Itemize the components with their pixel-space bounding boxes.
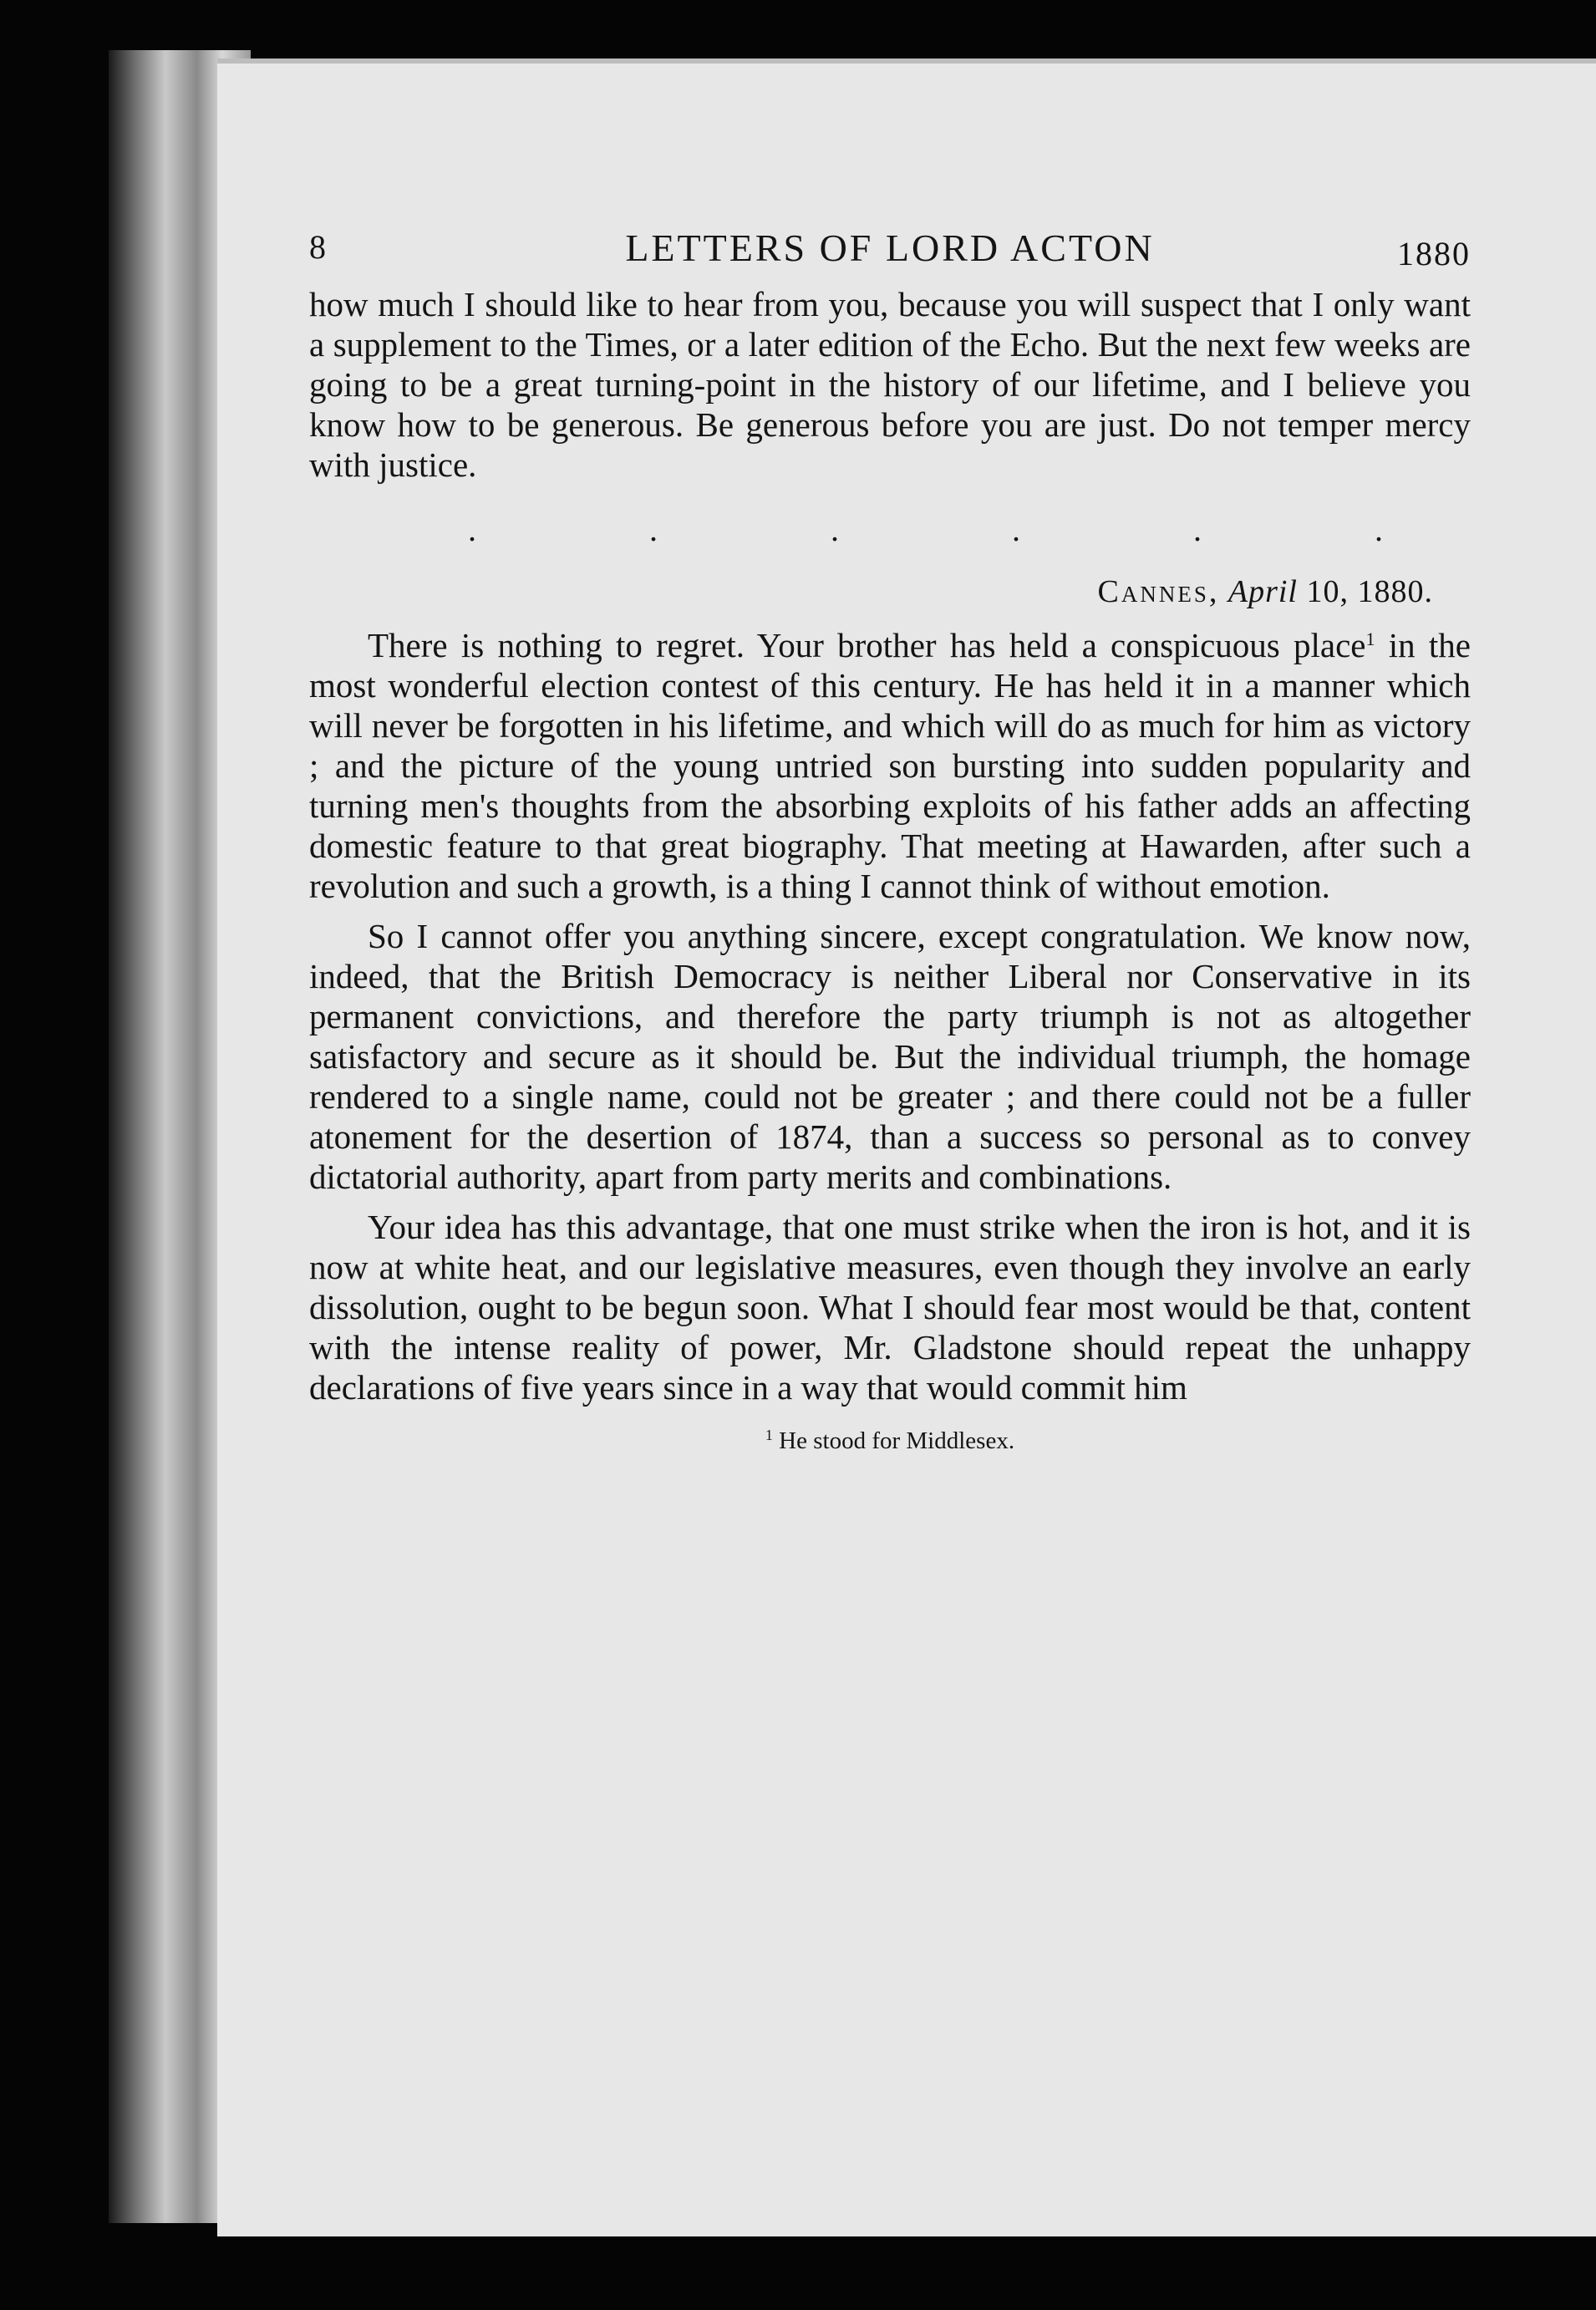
footnote-text: He stood for Middlesex. [779,1427,1015,1454]
letter-paragraph-3: Your idea has this advantage, that one must strike when the iron is hot, and it is now at white heat, and our legislative measures, even though they involve an early dissolution, ought to be begun soon. What I should fear most would be that, content with the intense reality of power, Mr. Gladstone should repeat the unhappy declarations of five years since in a way that would commit him [309,1208,1471,1407]
ellipsis-dot: . [1375,511,1383,548]
ellipsis-dot: . [468,511,476,548]
text-block [309,226,1471,1458]
running-title: LETTERS OF LORD ACTON [625,226,1155,269]
ellipsis-dot: . [831,511,839,548]
letter-paragraph-2: So I cannot offer you anything sincere, except congratulation. We know now, indeed, that the British Democracy is neither Liberal nor Conservative in its permanent convictions, and therefore the party triumph is not as altogether satisfactory and secure as it should be. But the individual triumph, the homage rendered to a single name, could not be greater ; and there could not be a fuller atonement for the desertion of 1874, than a success so personal as to convey dictatorial authority, apart from party merits and combinations. [309,917,1471,1196]
footnote-reference: 1 [1365,628,1375,649]
running-head-year: 1880 [1397,235,1471,272]
running-head [309,226,1471,284]
dateline-date: 10, 1880. [1306,574,1433,609]
footnote [309,1424,1471,1458]
letter-dateline [309,573,1471,610]
dateline-month: April [1227,574,1298,609]
dateline-place: Cannes, [1097,574,1220,609]
footnote-marker: 1 [765,1427,773,1443]
letter-paragraph-1 [309,625,1471,906]
page-number: 8 [309,228,328,266]
paragraph-1-text-before-note: There is nothing to regret. Your brother has held a conspicuous place [368,626,1366,664]
ellipsis-dot: . [1193,511,1202,548]
paragraph-1-text-after-note: in the most wonderful election contest of this century. He has held it in a manner which will never be forgotten in his lifetime, and which will do as much for him as victory ; and the picture of the young untried son bursting into sudden popularity and turning men's thoughts from the absorbing exploits of his father adds an affecting domestic feature to that great biography. That meeting at Hawarden, after such a revolution and such a growth, is a thing I cannot think of without emotion. [309,626,1471,905]
ellipsis-dot: . [1012,511,1020,548]
ellipsis-dot: . [649,511,658,548]
continuation-paragraph: how much I should like to hear from you, because you will suspect that I only want a supplement to the Times, or a later edition of the Echo. But the next few weeks are going to be a great turning-point in the history of our lifetime, and I believe you know how to be generous. Be generous before you are just. Do not temper mercy with justice. [309,285,1471,484]
ellipsis-separator [309,513,1471,563]
